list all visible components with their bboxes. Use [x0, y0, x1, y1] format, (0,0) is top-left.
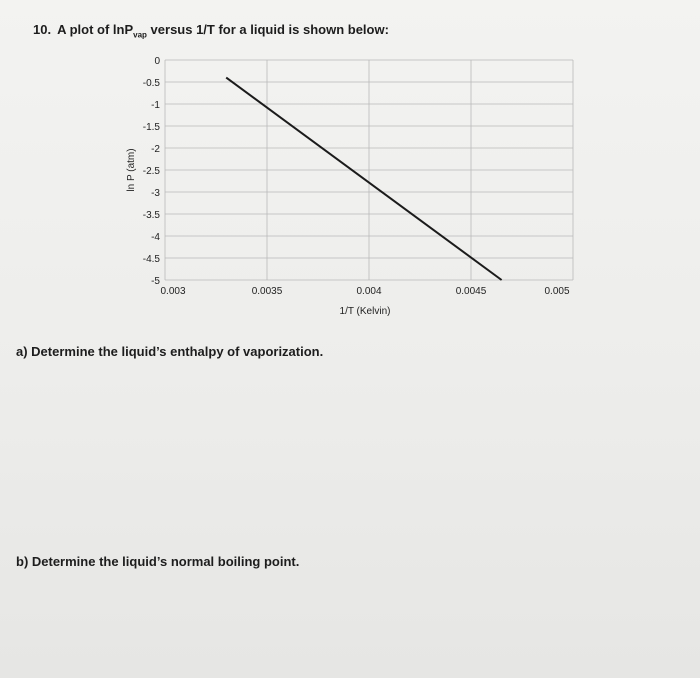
x-tick-label: 0.005	[544, 286, 570, 297]
y-tick-label: 0	[154, 56, 160, 67]
x-tick-label: 0.0045	[455, 286, 487, 297]
chart-gridlines	[165, 60, 573, 280]
y-tick-label: -3	[151, 188, 160, 199]
question-text-start: A plot of lnP	[57, 22, 134, 37]
y-tick-label: -3.5	[142, 210, 160, 221]
y-tick-label: -1	[151, 100, 160, 111]
series-line-lnp	[226, 78, 501, 280]
question-text-end: versus 1/T for a liquid is shown below:	[146, 22, 389, 37]
x-axis-ticks	[160, 286, 569, 297]
question-subscript: vap	[133, 30, 147, 40]
x-tick-label: 0.004	[356, 286, 382, 297]
chart-series-layer	[226, 78, 501, 280]
x-tick-label: 0.0035	[251, 286, 283, 297]
x-axis-label: 1/T (Kelvin)	[339, 306, 391, 317]
y-tick-label: -2.5	[142, 166, 160, 177]
y-tick-label: -0.5	[142, 78, 160, 89]
y-tick-label: -2	[151, 144, 160, 155]
y-tick-label: -4.5	[142, 254, 160, 265]
part-b-question: b) Determine the liquid’s normal boiling point.	[16, 554, 300, 569]
y-tick-label: -1.5	[142, 122, 160, 133]
question-number: 10.	[33, 22, 52, 37]
y-tick-label: -4	[151, 232, 160, 243]
y-axis-label: ln P (atm)	[126, 148, 137, 192]
x-tick-label: 0.003	[160, 286, 186, 297]
part-a-question: a) Determine the liquid’s enthalpy of vaporization.	[16, 344, 324, 359]
y-axis-ticks	[143, 56, 161, 287]
y-tick-label: -5	[151, 276, 160, 287]
